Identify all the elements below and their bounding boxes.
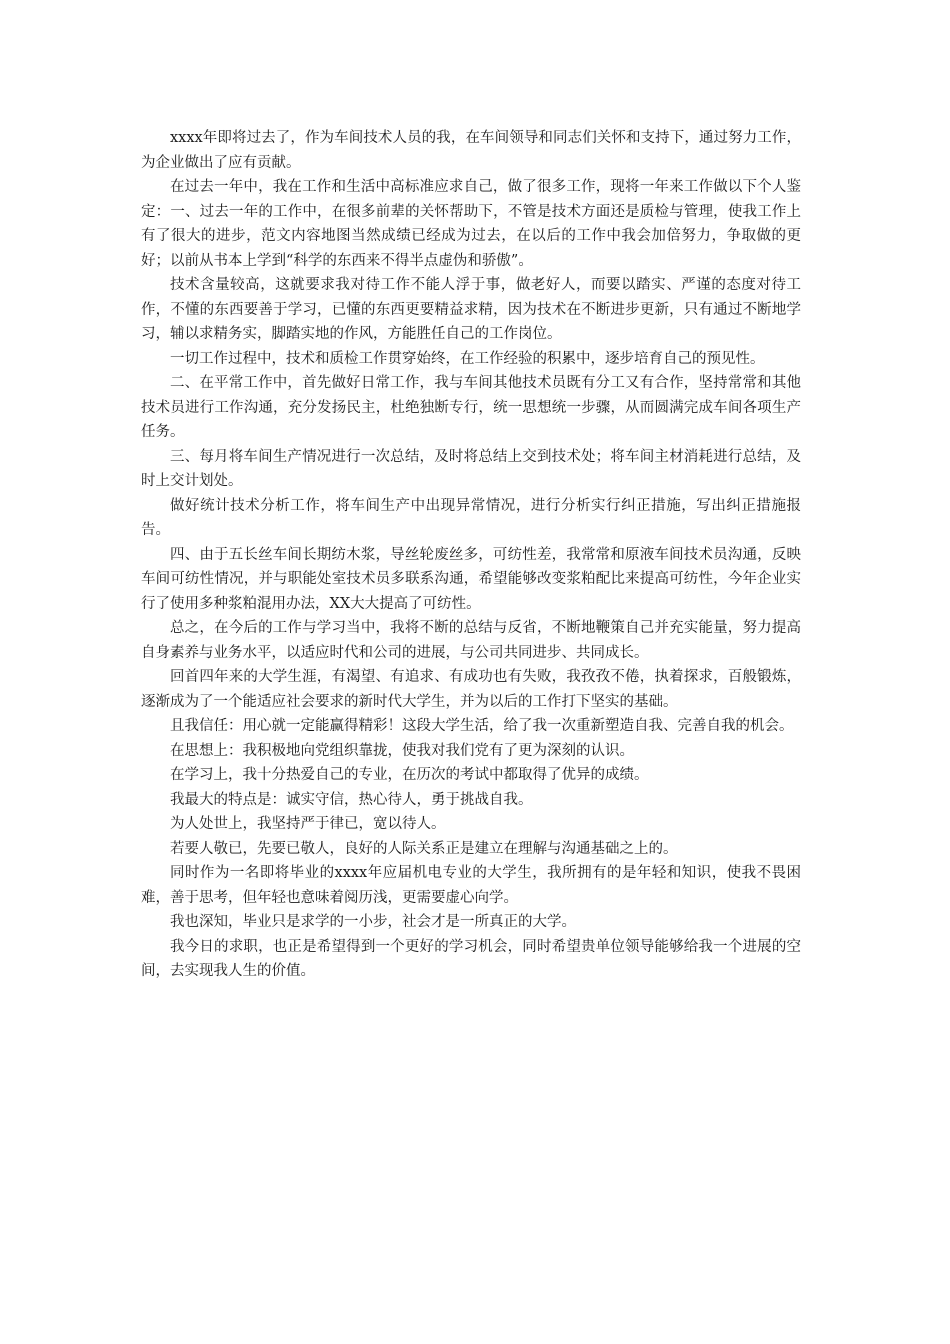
paragraph: 若要人敬已，先要已敬人，良好的人际关系正是建立在理解与沟通基础之上的。 xyxy=(170,840,678,857)
paragraph: 我今日的求职，也正是希望得到一个更好的学习机会，同时希望贵单位领导能够给我一个进展的空间，去实现我人生的价值。 xyxy=(141,938,801,979)
paragraph: 三、每月将车间生产情况进行一次总结，及时将总结上交到技术处；将车间主材消耗进行总结，及时上交计划处。 xyxy=(141,448,801,489)
paragraph: 一切工作过程中，技术和质检工作贯穿始终，在工作经验的积累中，逐步培育自己的预见性。 xyxy=(170,350,765,367)
paragraph: 在学习上，我十分热爱自己的专业，在历次的考试中都取得了优异的成绩。 xyxy=(170,767,649,783)
paragraph: 技术含量较高，这就要求我对待工作不能人浮于事，做老好人，而要以踏实、严谨的态度对待工作，不懂的东西要善于学习，已懂的东西更要精益求精，因为技术在不断进步更新，只有通过不断地学习，辅以求精务实，脚踏实地的作风，方能胜任自己的工作岗位。 xyxy=(141,277,801,342)
paragraph: 总之，在今后的工作与学习当中，我将不断的总结与反省，不断地鞭策自己并充实能量，努力提高自身素养与业务水平，以适应时代和公司的进展，与公司共同进步、共同成长。 xyxy=(141,620,801,661)
paragraph: 在过去一年中，我在工作和生活中高标准应求自己，做了很多工作，现将一年来工作做以下个人鉴定：一、过去一年的工作中，在很多前辈的关怀帮助下，不管是技术方面还是质检与管理，使我工作上有了很大的进步，范文内容地图当然成绩已经成为过去，在以后的工作中我会加倍努力，争取做的更好；以前从书本上学到“科学的东西来不得半点虚伪和骄傲”。 xyxy=(141,179,801,269)
paragraph: 回首四年来的大学生涯，有渴望、有追求、有成功也有失败，我孜孜不倦，执着探求，百般锻炼，逐渐成为了一个能适应社会要求的新时代大学生，并为以后的工作打下坚实的基础。 xyxy=(141,669,801,710)
paragraph: 四、由于五长丝车间长期纺木浆，导丝轮废丝多，可纺性差，我常常和原液车间技术员沟通，反映车间可纺性情况，并与职能处室技术员多联系沟通，希望能够改变浆粕配比来提高可纺性，今年企业实行了使用多种浆粕混用办法，XX大大提高了可纺性。 xyxy=(141,546,801,612)
document-body xyxy=(141,126,801,984)
paragraph: 同时作为一名即将毕业的xxxx年应届机电专业的大学生，我所拥有的是年轻和知识，使我不畏困难，善于思考，但年轻也意味着阅历浅，更需要虚心向学。 xyxy=(141,865,801,906)
paragraph: 在思想上：我积极地向党组织靠拢，使我对我们党有了更为深刻的认识。 xyxy=(170,742,634,759)
paragraph: 做好统计技术分析工作，将车间生产中出现异常情况，进行分析实行纠正措施，写出纠正措施报告。 xyxy=(141,497,801,538)
paragraph: 为人处世上，我坚持严于律已，宽以待人。 xyxy=(170,816,446,832)
paragraph: 二、在平常工作中，首先做好日常工作，我与车间其他技术员既有分工又有合作，坚持常常和其他技术员进行工作沟通，充分发扬民主，杜绝独断专行，统一思想统一步骤，从而圆满完成车间各项生产任务。 xyxy=(141,375,801,440)
paragraph: xxxx年即将过去了，作为车间技术人员的我，在车间领导和同志们关怀和支持下，通过努力工作，为企业做出了应有贡献。 xyxy=(141,130,801,171)
paragraph: 我也深知，毕业只是求学的一小步，社会才是一所真正的大学。 xyxy=(170,914,576,930)
paragraph: 且我信任：用心就一定能赢得精彩！这段大学生活，给了我一次重新塑造自我、完善自我的机会。 xyxy=(170,718,794,734)
paragraph: 我最大的特点是：诚实守信，热心待人，勇于挑战自我。 xyxy=(170,791,533,808)
